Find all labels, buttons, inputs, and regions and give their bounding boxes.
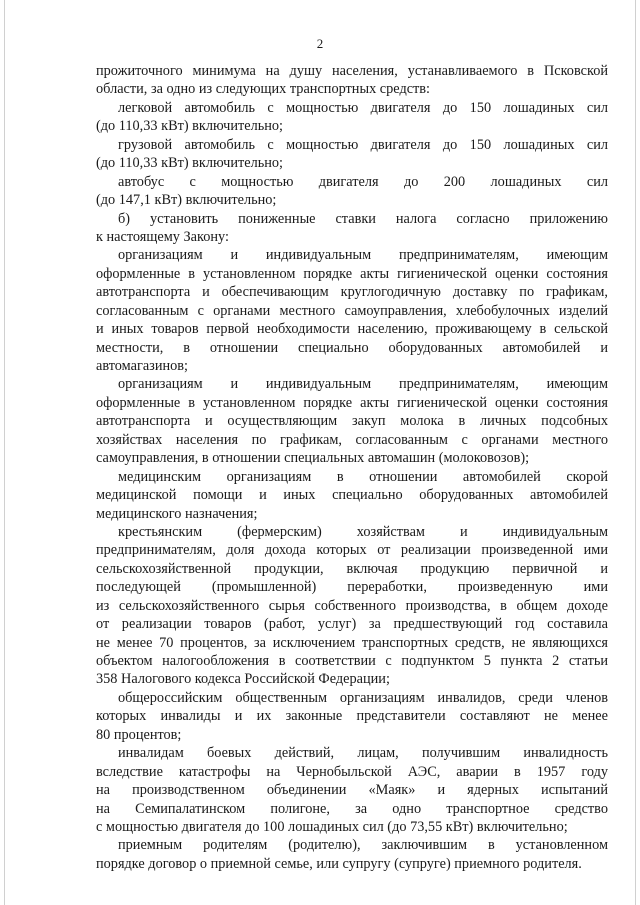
text-line: организациям и индивидуальным предпринимателям, имеющим bbox=[118, 247, 608, 264]
text-line: (до 110,33 кВт) включительно; bbox=[96, 155, 284, 172]
text-line: предпринимателям, доля дохода которых от реализации произведенной ими bbox=[96, 542, 608, 559]
text-line: легковой автомобиль с мощностью двигателя до 150 лошадиных сил bbox=[118, 99, 608, 116]
text-line: самоуправления, в отношении специальных автомашин (молоковозов); bbox=[96, 450, 530, 467]
text-line: не менее 70 процентов, за исключением транспортных средств, не являющихся bbox=[96, 634, 608, 651]
text-line: от реализации товаров (работ, услуг) за предшествующий год составила bbox=[96, 616, 608, 633]
text-line: 80 процентов; bbox=[96, 726, 182, 743]
text-line: медицинского назначения; bbox=[96, 505, 258, 522]
text-line: с мощностью двигателя до 100 лошадиных сил (до 73,55 кВт) включительно; bbox=[96, 818, 568, 835]
text-line: к настоящему Закону: bbox=[96, 228, 229, 245]
text-line: грузовой автомобиль с мощностью двигателя до 150 лошадиных сил bbox=[118, 136, 608, 153]
text-line: общероссийским общественным организациям инвалидов, среди членов bbox=[118, 689, 608, 706]
text-line: хозяйствах населения по графикам, согласованным с органами местного bbox=[96, 431, 608, 448]
text-line: области, за одно из следующих транспортных средств: bbox=[96, 81, 431, 98]
page-number: 2 bbox=[316, 36, 324, 51]
text-line: приемным родителям (родителю), заключившим в установленном bbox=[118, 837, 608, 854]
text-line: автомагазинов; bbox=[96, 358, 189, 374]
text-line: автотранспорта и осуществляющим закуп молока в личных подсобных bbox=[96, 413, 608, 430]
text-line: местности, в отношении специально оборудованных автомобилей и bbox=[96, 339, 608, 356]
text-line: и иных товаров первой необходимости населению, проживающему в сельской bbox=[96, 321, 608, 338]
text-line: (до 147,1 кВт) включительно; bbox=[96, 192, 277, 209]
text-line: которых инвалиды и их законные представители составляют не менее bbox=[96, 708, 608, 725]
text-line: согласованным с органами местного самоуправления, хлебобулочных изделий bbox=[96, 302, 608, 319]
text-line: на Семипалатинском полигоне, за одно транспортное средство bbox=[96, 800, 608, 817]
text-line: объектом налогообложения в соответствии с подпунктом 5 пункта 2 статьи bbox=[96, 653, 608, 669]
text-line: последующей (промышленной) переработки, произведенную ими bbox=[96, 579, 608, 596]
text-line: медицинским организациям в отношении автомобилей скорой bbox=[118, 468, 608, 485]
text-line: на производственном объединении «Маяк» и ядерных испытаний bbox=[96, 782, 608, 799]
text-line: 358 Налогового кодекса Российской Федерации; bbox=[96, 671, 390, 688]
text-line: медицинской помощи и иных специально оборудованных автомобилей bbox=[96, 487, 608, 504]
text-line: из сельскохозяйственного сырья собственного производства, в общем доходе bbox=[96, 597, 608, 614]
body-text bbox=[96, 62, 608, 873]
text-line: вследствие катастрофы на Чернобыльской АЭС, аварии в 1957 году bbox=[96, 763, 608, 780]
text-line: инвалидам боевых действий, лицам, получившим инвалидность bbox=[118, 745, 608, 762]
text-line: автобус с мощностью двигателя до 200 лошадиных сил bbox=[118, 173, 608, 190]
scan-edge-right bbox=[635, 0, 636, 905]
text-line: (до 110,33 кВт) включительно; bbox=[96, 118, 284, 135]
text-line: организациям и индивидуальным предпринимателям, имеющим bbox=[118, 376, 608, 393]
scan-edge-left bbox=[4, 0, 5, 905]
text-line: сельскохозяйственной продукции, включая продукцию первичной и bbox=[96, 560, 608, 577]
text-line: оформленные в установленном порядке акты гигиенической оценки состояния bbox=[96, 394, 608, 411]
text-line: крестьянским (фермерским) хозяйствам и индивидуальным bbox=[118, 523, 608, 540]
text-line: автотранспорта и обеспечивающим круглогодичную доставку по графикам, bbox=[96, 284, 608, 301]
text-line: б) установить пониженные ставки налога согласно приложению bbox=[118, 210, 608, 227]
text-line: порядке договор о приемной семье, или супругу (супруге) приемного родителя. bbox=[96, 855, 582, 872]
text-line: оформленные в установленном порядке акты гигиенической оценки состояния bbox=[96, 265, 608, 282]
text-line: прожиточного минимума на душу населения, устанавливаемого в Псковской bbox=[96, 63, 608, 79]
